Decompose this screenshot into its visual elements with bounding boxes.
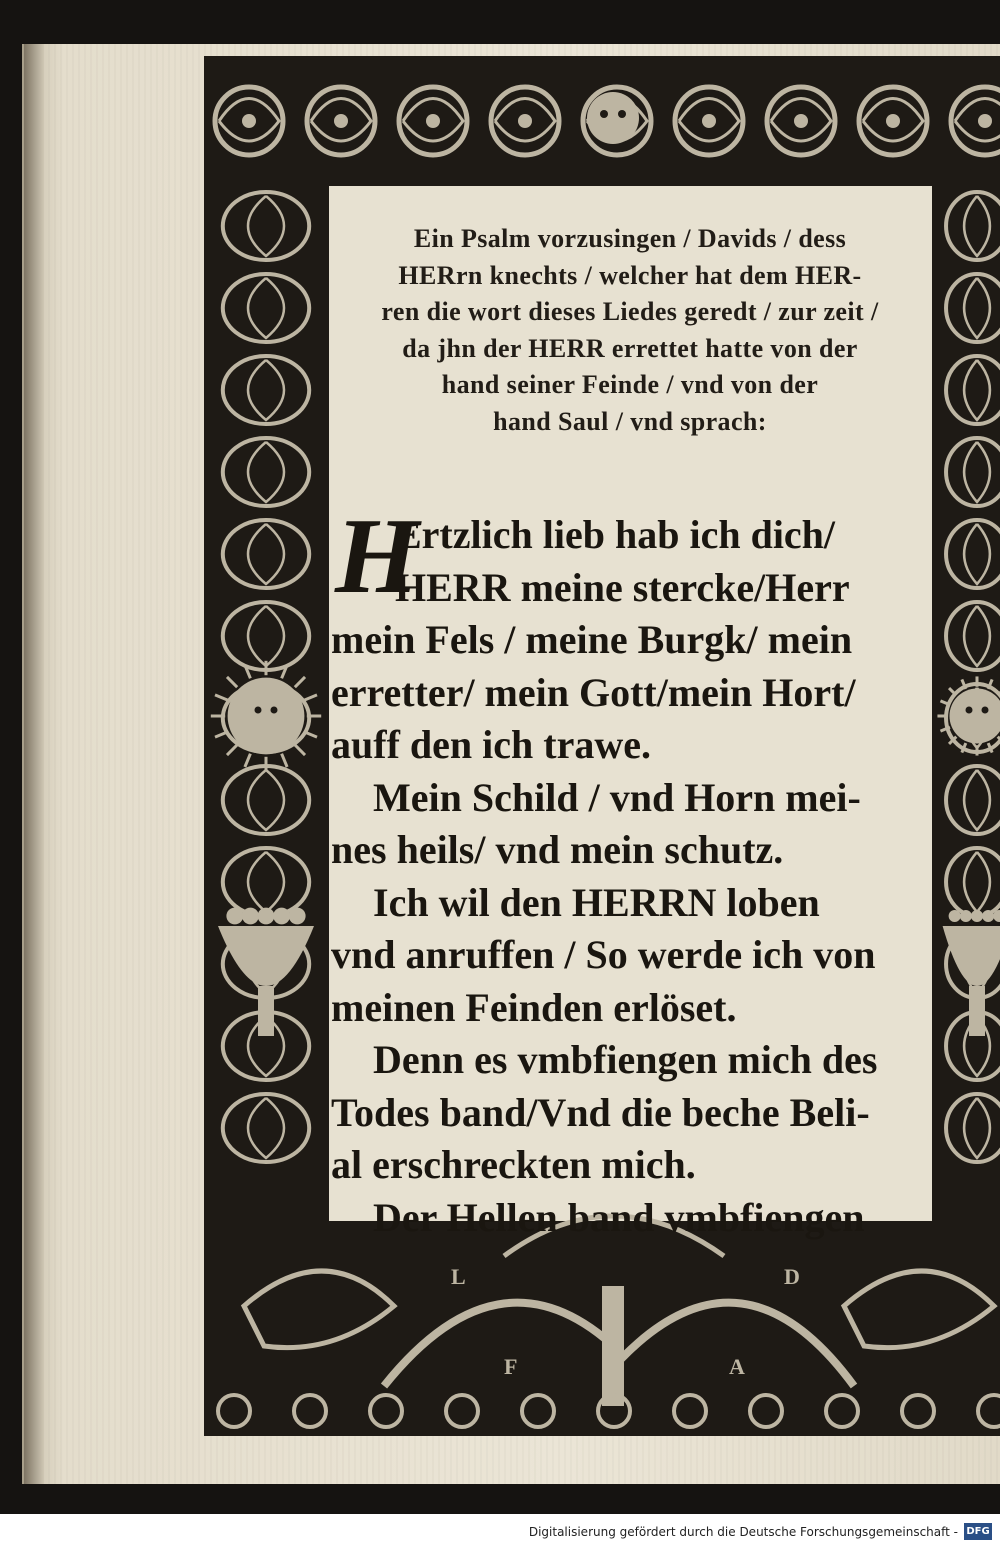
verse-line: HERR meine stercke/Herr bbox=[395, 564, 850, 610]
mask-face bbox=[587, 92, 639, 144]
border-initial: D bbox=[784, 1264, 800, 1289]
urn-stem bbox=[969, 986, 985, 1036]
heading-line: hand seiner Feinde / vnd von der bbox=[441, 370, 819, 399]
verse-line: vnd anruffen / So werde ich von bbox=[331, 932, 876, 977]
leaf-bud bbox=[426, 114, 440, 128]
urn-fruit bbox=[971, 910, 983, 922]
verse-line: Denn es vmbfiengen mich des bbox=[373, 1037, 878, 1082]
sun-eye bbox=[271, 707, 278, 714]
digitization-footer bbox=[0, 1514, 1000, 1550]
heading-line: da jhn der HERR errettet hatte von der bbox=[402, 333, 858, 363]
verse-line: erretter/ mein Gott/mein Hort/ bbox=[331, 669, 856, 715]
psalm-heading bbox=[331, 221, 929, 440]
heading-line: hand Saul / vnd sprach: bbox=[493, 406, 767, 436]
text-block bbox=[331, 209, 929, 1240]
book-page bbox=[22, 44, 1000, 1484]
verse-line: mein Fels / meine Burgk/ mein bbox=[331, 617, 853, 662]
sun-eye bbox=[255, 707, 262, 714]
leaf-bud bbox=[702, 114, 716, 128]
sun-eye bbox=[966, 707, 973, 714]
heading-line: ren die wort dieses Liedes geredt / zur zeit / bbox=[381, 297, 879, 326]
verse-line: Ertzlich lieb hab ich dich/ bbox=[395, 512, 836, 557]
psalm-verses bbox=[331, 497, 929, 1244]
verse-line: Todes band/Vnd die beche Beli- bbox=[331, 1089, 870, 1135]
urn-fruit bbox=[273, 908, 290, 925]
urn-fruit bbox=[226, 908, 243, 925]
central-trunk bbox=[602, 1286, 624, 1406]
verse-line: nes heils/ vnd mein schutz. bbox=[331, 827, 784, 872]
border-initial: F bbox=[504, 1354, 518, 1379]
funding-credit: Digitalisierung gefördert durch die Deutsche Forschungsgemeinschaft - bbox=[528, 1525, 958, 1539]
heading-line: Ein Psalm vorzusingen / Davids / dess bbox=[413, 224, 847, 253]
urn-fruit bbox=[949, 910, 961, 922]
verse-line: Mein Schild / vnd Horn mei- bbox=[373, 774, 861, 820]
leaf-bud bbox=[978, 114, 992, 128]
urn-fruit bbox=[258, 908, 275, 925]
drop-cap: H bbox=[335, 497, 420, 616]
page-gutter bbox=[24, 44, 44, 1484]
dfg-logo: DFG bbox=[964, 1523, 992, 1540]
border-initial: A bbox=[729, 1354, 745, 1379]
urn-fruit bbox=[960, 910, 972, 922]
mask-eye bbox=[618, 110, 626, 118]
verse-line: al erschreckten mich. bbox=[331, 1142, 696, 1187]
leaf-bud bbox=[886, 114, 900, 128]
urn-fruit bbox=[982, 910, 994, 922]
leaf-bud bbox=[242, 114, 256, 128]
verse-line: auff den ich trawe. bbox=[331, 722, 651, 767]
heading-line: HERrn knechts / welcher hat dem HER- bbox=[398, 260, 862, 290]
leaf-bud bbox=[794, 114, 808, 128]
leaf-bud bbox=[334, 114, 348, 128]
sun-face bbox=[228, 678, 305, 755]
border-initial: L bbox=[451, 1264, 466, 1289]
sun-eye bbox=[982, 707, 989, 714]
leaf-bud bbox=[518, 114, 532, 128]
urn-stem bbox=[258, 986, 274, 1036]
mask-eye bbox=[600, 110, 608, 118]
urn-fruit bbox=[289, 908, 306, 925]
urn-fruit bbox=[242, 908, 259, 925]
verse-line: Der Hellen band vmbfiengen bbox=[373, 1194, 865, 1240]
verse-line: meinen Feinden erlöset. bbox=[331, 984, 737, 1030]
verse-line: Ich wil den HERRN loben bbox=[373, 879, 820, 925]
